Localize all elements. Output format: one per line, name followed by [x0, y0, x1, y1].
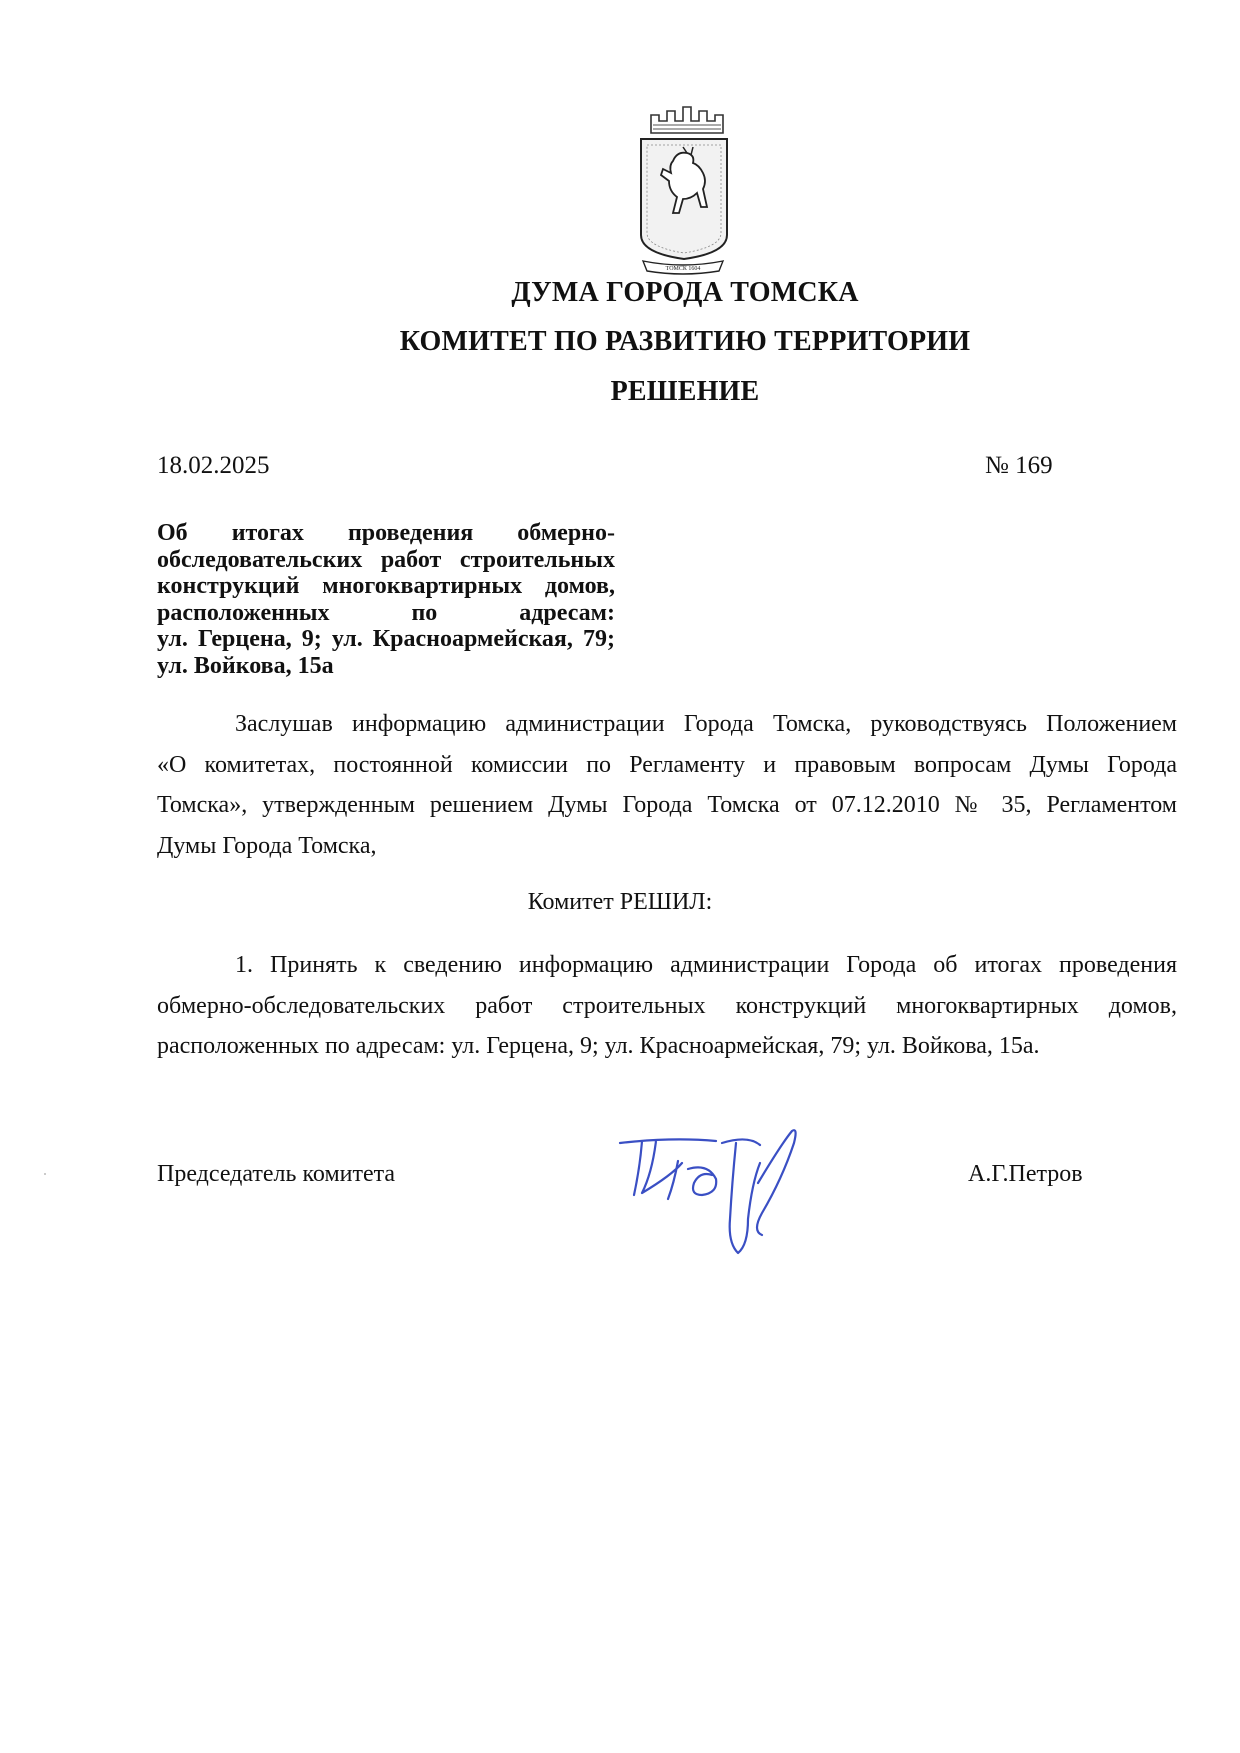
subject-line: Об итогах проведения обмерно- [157, 520, 615, 546]
subject-line: ул. Войкова, 15а [157, 652, 334, 679]
tomsk-coat-of-arms-icon [633, 103, 733, 275]
paragraph-line: «О комитетах, постоянной комиссии по Регламенту и правовым вопросам Думы Города [157, 751, 1177, 778]
document-subject [157, 520, 615, 679]
scan-artifact-dot [44, 1173, 46, 1175]
signatory-name: А.Г.Петров [968, 1161, 1083, 1187]
signatory-position: Председатель комитета [157, 1161, 396, 1187]
paragraph-line: 1. Принять к сведению информацию администрации Города об итогах проведения [235, 952, 1177, 978]
subject-line: расположенных по адресам: [157, 599, 615, 626]
committee-title: КОМИТЕТ ПО РАЗВИТИЮ ТЕРРИТОРИИ [399, 326, 971, 357]
subject-line: ул. Герцена, 9; ул. Красноармейская, 79; [157, 626, 615, 652]
paragraph-line: Томска», утвержденным решением Думы Города Томска от 07.12.2010 № 35, Регламентом [157, 792, 1177, 818]
resolution-item-1 [157, 945, 1177, 1067]
handwritten-signature [612, 1123, 832, 1263]
paragraph-line: Заслушав информацию администрации Города Томска, руководствуясь Положением [235, 711, 1177, 737]
document-date: 18.02.2025 [157, 452, 270, 479]
resolution-heading: Комитет РЕШИЛ: [527, 889, 713, 915]
subject-line: конструкций многоквартирных домов, [157, 573, 615, 599]
document-type-title: РЕШЕНИЕ [610, 376, 760, 407]
subject-line: обследовательских работ строительных [157, 546, 615, 573]
preamble-paragraph [157, 704, 1177, 866]
organization-title: ДУМА ГОРОДА ТОМСКА [511, 277, 859, 308]
paragraph-line: Думы Города Томска, [157, 832, 377, 859]
emblem-ribbon-text: ТОМСК 1604 [665, 266, 701, 272]
signature-strokes [620, 1130, 796, 1253]
document-number: № 169 [985, 452, 1053, 479]
paragraph-line: обмерно-обследовательских работ строительных конструкций многоквартирных домов, [157, 992, 1177, 1019]
paragraph-line: расположенных по адресам: ул. Герцена, 9; ул. Красноармейская, 79; ул. Войкова, 15а. [157, 1033, 1040, 1059]
